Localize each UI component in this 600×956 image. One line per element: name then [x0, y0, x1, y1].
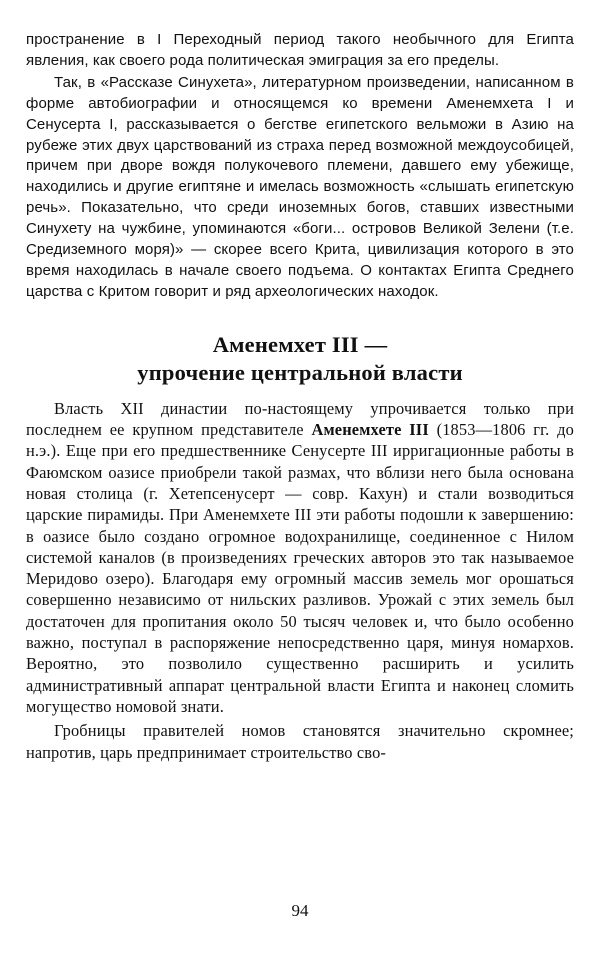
amenemhat-paragraph-start: Власть XII династии по-настоящему упрочивается только при последнем ее крупном представителе	[26, 398, 574, 440]
section-heading-line-2: упрочение центральной власти	[137, 359, 463, 385]
tombs-paragraph: Гробницы правителей номов становятся значительно скромнее; напротив, царь предпринимает строительство сво-	[26, 721, 574, 762]
page-content	[26, 30, 574, 763]
section-heading	[26, 331, 574, 387]
page-number: 94	[291, 901, 309, 920]
amenemhat-name-bold: Аменемхете III	[311, 420, 429, 440]
sinuhe-paragraph: Так, в «Рассказе Синухета», литературном произведении, написанном в форме автобиографии и относящемся ко времени Аменемхета I и Сенусерта I, рассказывается о бегстве египетского вельможи в Азию на рубеже этих двух царствований из страха перед возможной междоусобицей, причем при дворе вождя полукочевого племени, давшего ему убежище, находились и другие египтяне и имелась возможность «слышать египетскую речь». Показательно, что среди иноземных богов, ставших известными Синухету на чужбине, упоминаются «боги... островов Великой Зелени (т.е. Средиземного моря)» — скорее всего Крита, цивилизация которого в это время находилась в начале своего подъема. О контактах Египта Среднего царства с Критом говорит и ряд археологических находок.	[26, 73, 574, 300]
section-heading-line-1: Аменемхет III —	[212, 331, 388, 357]
intro-paragraph-continuation: пространение в I Переходный период такого необычного для Египта явления, как своего рода политическая эмиграция за его пределы.	[26, 31, 574, 69]
amenemhat-paragraph	[26, 398, 574, 717]
amenemhat-paragraph-rest: (1853—1806 гг. до н.э.). Еще при его предшественнике Сенусерте III ирригационные работы в Фаюмском оазисе приобрели такой размах, что вблизи него была основана новая столица (г. Хетепсенусерт — совр. Кахун) и стали возводиться царские пирамиды. При Аменемхете III эти работы подошли к завершению: в оазисе было создано огромное водохранилище, соединенное с Нилом системой каналов (в произведениях греческих авторов это так называемое Меридово озеро). Благодаря ему огромный массив земель мог орошаться совершенно независимо от нильских разливов. Урожай с этих земель был достаточен для пропитания около 50 тысяч человек и, что было особенно важно, поступал в распоряжение непосредственно царя, минуя номархов. Вероятно, это позволило существенно расширить и усилить административный аппарат центральной власти Египта и наконец сломить могущество номовой знати.	[26, 420, 574, 716]
